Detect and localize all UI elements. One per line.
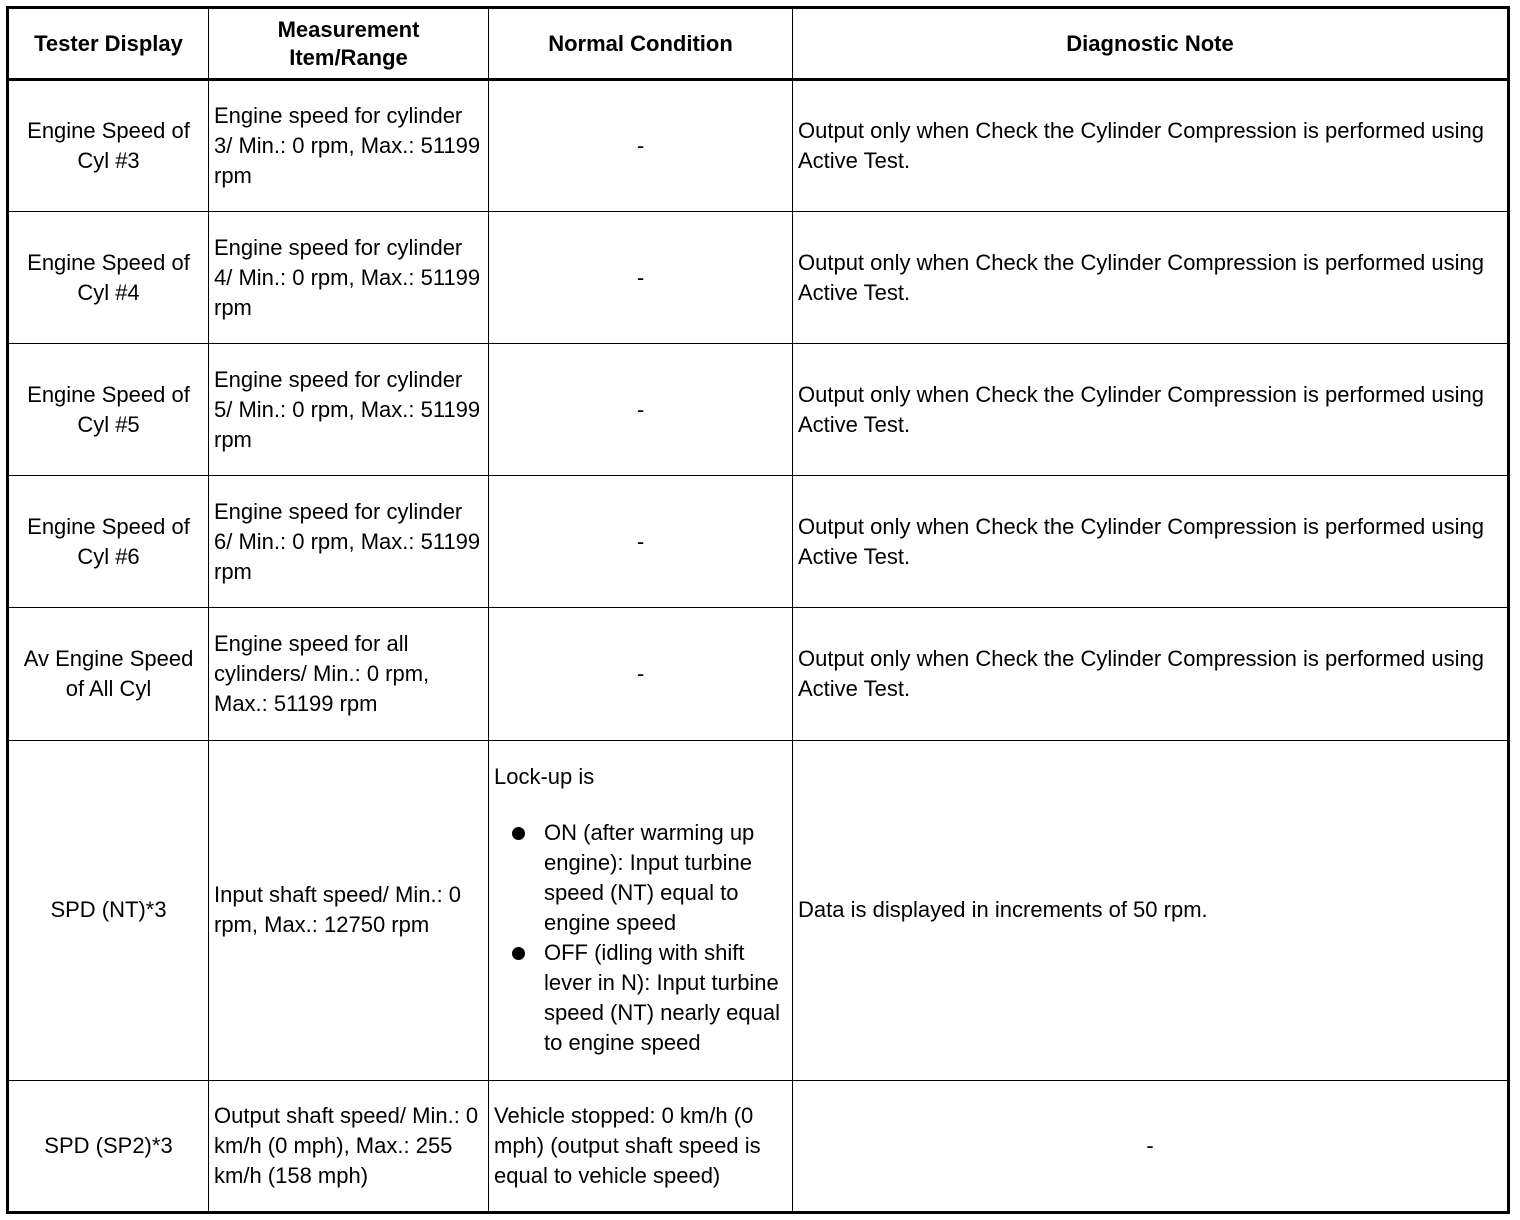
table-row (8, 212, 1509, 344)
measurement-range-cell: Engine speed for cylinder 4/ Min.: 0 rpm, Max.: 51199 rpm (209, 212, 489, 344)
data-list-table (6, 6, 1510, 1214)
diagnostic-note-cell: Data is displayed in increments of 50 rpm. (793, 740, 1509, 1080)
tester-display-cell: Engine Speed of Cyl #4 (8, 212, 209, 344)
normal-condition-cell: - (489, 80, 793, 212)
tester-display-cell: Av Engine Speed of All Cyl (8, 608, 209, 740)
measurement-range-cell: Input shaft speed/ Min.: 0 rpm, Max.: 12750 rpm (209, 740, 489, 1080)
header-diagnostic-note: Diagnostic Note (793, 8, 1509, 80)
list-item (494, 818, 787, 938)
measurement-range-cell: Engine speed for cylinder 6/ Min.: 0 rpm, Max.: 51199 rpm (209, 476, 489, 608)
measurement-range-cell: Engine speed for all cylinders/ Min.: 0 rpm, Max.: 51199 rpm (209, 608, 489, 740)
table-row (8, 80, 1509, 212)
bullet-text: OFF (idling with shift lever in N): Input turbine speed (NT) nearly equal to engine speed (544, 940, 781, 1056)
tester-display-cell: Engine Speed of Cyl #3 (8, 80, 209, 212)
measurement-range-cell: Output shaft speed/ Min.: 0 km/h (0 mph), Max.: 255 km/h (158 mph) (209, 1080, 489, 1212)
lock-up-lead-text: Lock-up is (494, 764, 595, 790)
header-measurement-range: Measurement Item/Range (209, 8, 489, 80)
tester-display-cell: Engine Speed of Cyl #6 (8, 476, 209, 608)
diagnostic-note-cell: Output only when Check the Cylinder Compression is performed using Active Test. (793, 80, 1509, 212)
measurement-range-cell: Engine speed for cylinder 3/ Min.: 0 rpm, Max.: 51199 rpm (209, 80, 489, 212)
diagnostic-note-cell: Output only when Check the Cylinder Compression is performed using Active Test. (793, 344, 1509, 476)
normal-condition-cell: - (489, 344, 793, 476)
normal-condition-cell: Vehicle stopped: 0 km/h (0 mph) (output shaft speed is equal to vehicle speed) (489, 1080, 793, 1212)
tester-display-cell: SPD (SP2)*3 (8, 1080, 209, 1212)
table-row (8, 1080, 1509, 1212)
diagnostic-note-cell: - (793, 1080, 1509, 1212)
list-item (494, 938, 787, 1058)
bullet-icon (512, 827, 525, 840)
diagnostic-note-cell: Output only when Check the Cylinder Compression is performed using Active Test. (793, 212, 1509, 344)
diagnostic-note-cell: Output only when Check the Cylinder Compression is performed using Active Test. (793, 476, 1509, 608)
header-row (8, 8, 1509, 80)
header-normal-condition: Normal Condition (489, 8, 793, 80)
table-row (8, 344, 1509, 476)
tester-display-cell: SPD (NT)*3 (8, 740, 209, 1080)
tester-display-cell: Engine Speed of Cyl #5 (8, 344, 209, 476)
normal-condition-cell: - (489, 212, 793, 344)
normal-condition-cell (489, 740, 793, 1080)
header-tester-display: Tester Display (8, 8, 209, 80)
table-row (8, 476, 1509, 608)
normal-condition-cell: - (489, 476, 793, 608)
diagnostic-note-cell: Output only when Check the Cylinder Compression is performed using Active Test. (793, 608, 1509, 740)
bullet-text: ON (after warming up engine): Input turbine speed (NT) equal to engine speed (544, 820, 755, 936)
bullet-icon (512, 947, 525, 960)
lock-up-bullet-list (494, 818, 787, 1058)
table-row (8, 740, 1509, 1080)
table-row (8, 608, 1509, 740)
measurement-range-cell: Engine speed for cylinder 5/ Min.: 0 rpm, Max.: 51199 rpm (209, 344, 489, 476)
normal-condition-cell: - (489, 608, 793, 740)
